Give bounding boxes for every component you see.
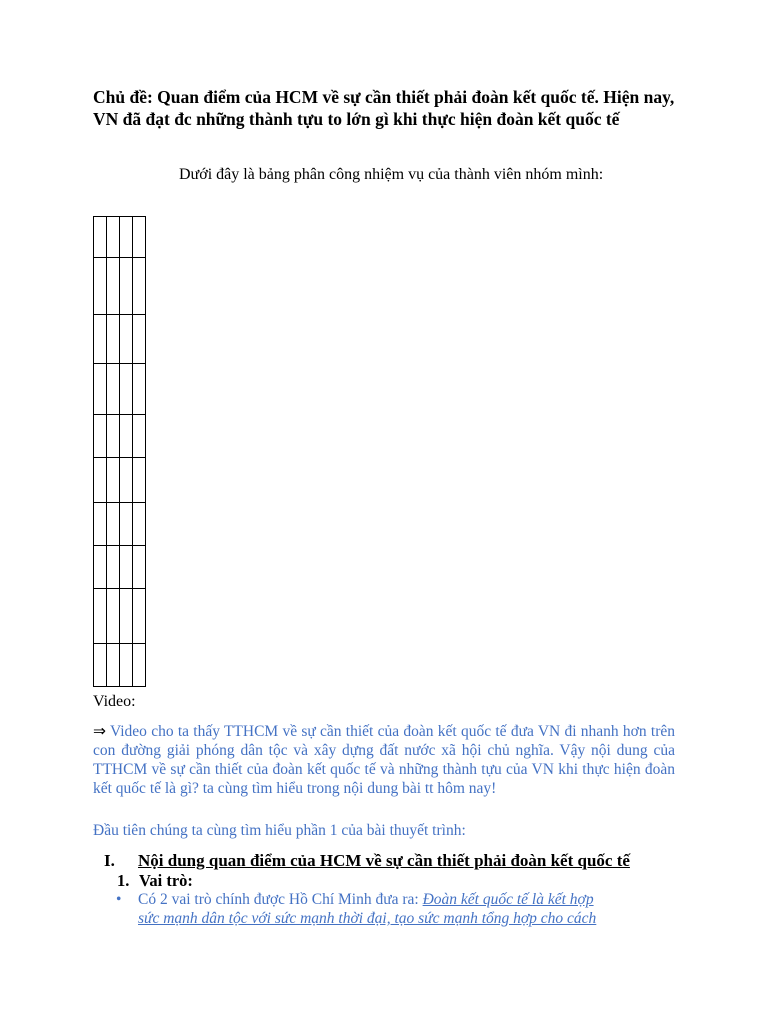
table-cell (94, 644, 107, 687)
table-cell (107, 503, 120, 546)
table-cell (94, 589, 107, 644)
section-title: Nội dung quan điểm của HCM về sự cần thiết phải đoàn kết quốc tế (138, 851, 630, 870)
table-cell (107, 258, 120, 315)
table-row (94, 458, 146, 503)
table-cell (107, 458, 120, 503)
table-row (94, 644, 146, 687)
table-cell (107, 644, 120, 687)
bullet-emphasis-text-continued: sức mạnh dân tộc với sức mạnh thời đại, tạo sức mạnh tổng hợp cho cách (138, 910, 597, 927)
table-cell (107, 364, 120, 415)
table-cell (94, 217, 107, 258)
table-row (94, 217, 146, 258)
bullet-emphasis-text: Đoàn kết quốc tế là kết hợp (422, 891, 594, 908)
table-cell (120, 415, 133, 458)
table-cell (120, 315, 133, 364)
subsection-title: Vai trò: (139, 871, 193, 890)
table-cell (120, 546, 133, 589)
table-cell (120, 364, 133, 415)
table-row (94, 589, 146, 644)
table-cell (94, 258, 107, 315)
transition-paragraph: Đầu tiên chúng ta cùng tìm hiểu phần 1 của bài thuyết trình: (93, 822, 466, 839)
table-cell (94, 415, 107, 458)
table-cell (107, 415, 120, 458)
table-cell (133, 217, 146, 258)
task-assignment-table (93, 216, 146, 687)
table-row (94, 415, 146, 458)
table-cell (94, 458, 107, 503)
table-cell (133, 364, 146, 415)
table-cell (133, 458, 146, 503)
table-row (94, 546, 146, 589)
table-cell (133, 258, 146, 315)
table-cell (94, 364, 107, 415)
table-cell (107, 217, 120, 258)
table-cell (133, 546, 146, 589)
table-row (94, 503, 146, 546)
subsection-heading (117, 871, 193, 891)
intro-text: Dưới đây là bảng phân công nhiệm vụ của thành viên nhóm mình: (179, 166, 604, 183)
table-cell (133, 415, 146, 458)
table-cell (120, 217, 133, 258)
table-cell (94, 546, 107, 589)
table-cell (94, 503, 107, 546)
table-cell (133, 589, 146, 644)
table-cell (94, 315, 107, 364)
bullet-lead-text: Có 2 vai trò chính được Hồ Chí Minh đưa ra: (138, 891, 423, 908)
table-cell (133, 644, 146, 687)
table-cell (133, 503, 146, 546)
section-heading (104, 851, 630, 871)
table-cell (120, 503, 133, 546)
table-cell (133, 315, 146, 364)
table-cell (107, 589, 120, 644)
table-cell (107, 315, 120, 364)
table-cell (120, 589, 133, 644)
table-row (94, 315, 146, 364)
table-row (94, 258, 146, 315)
table-cell (120, 258, 133, 315)
table-cell (107, 546, 120, 589)
subsection-number: 1. (117, 871, 130, 890)
document-title: Chủ đề: Quan điểm của HCM về sự cần thiết phải đoàn kết quốc tế. Hiện nay, VN đã đạt đc những thành tựu to lớn gì khi thực hiện đoàn kết quốc tế (93, 87, 675, 129)
video-summary-paragraph (93, 722, 675, 798)
bullet-item (116, 890, 676, 928)
section-number: I. (104, 851, 115, 870)
table-row (94, 364, 146, 415)
arrow-icon: ⇒ (93, 723, 106, 740)
video-label: Video: (93, 693, 136, 710)
video-summary-text: Video cho ta thấy TTHCM về sự cần thiết của đoàn kết quốc tế đưa VN đi nhanh hơn trên con đường giải phóng dân tộc và xây dựng đất nước xã hội chủ nghĩa. Vậy nội dung của TTHCM về sự cần thiết của đoàn kết quốc tế và những thành tựu của VN khi thực hiện đoàn kết quốc tế là gì? ta cùng tìm hiểu trong nội dung bài tt hôm nay! (93, 723, 675, 797)
table-cell (120, 644, 133, 687)
table-cell (120, 458, 133, 503)
bullet-icon: • (116, 891, 122, 908)
